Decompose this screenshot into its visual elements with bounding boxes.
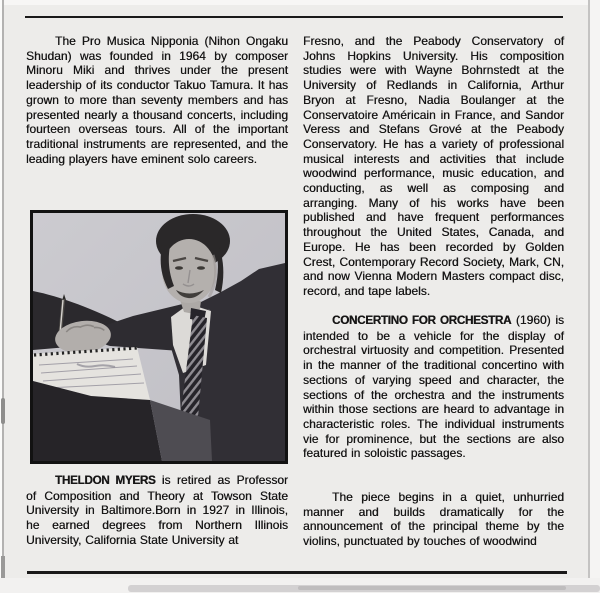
pro-musica-paragraph: The Pro Musica Nipponia (Nihon Ongaku Shudan) was founded in 1964 by composer Minoru Miki and thrives under the present leadership of its conductor Takuo Tamura. It has grown to more than seventy members and has presented nearly a thousand concerts, including fourteen overseas tours. All of the important traditional instruments are represented, and the leading players have eminent solo careers.	[26, 34, 288, 166]
bottom-rule	[27, 571, 567, 574]
top-rule	[25, 16, 563, 18]
piece-opening-paragraph: The piece begins in a quiet, unhurried manner and builds dramatically for the announcement of the principal theme by the violins, punctuated by touches of woodwind	[303, 490, 564, 549]
theldon-myers-photo-illustration	[33, 213, 285, 461]
scan-edge-top	[0, 0, 600, 5]
scan-edge-left-line	[2, 0, 4, 593]
concertino-paragraph: CONCERTINO FOR ORCHESTRA (1960) is intended to be a vehicle for the display of orchestral virtuosity and competition. Presented in the manner of the traditional concertino with sections of varying speed and character, the sections of the orchestra and the instruments within those sections are heard to advantage in characteristic roles. The individual instruments vie for prominence, but the sections are also featured in soloistic passages.	[303, 313, 564, 461]
theldon-myers-photo	[30, 210, 288, 464]
scan-edge-shadow-band	[298, 586, 566, 590]
myers-bio-paragraph: THELDON MYERS is retired as Professor of Composition and Theory at Towson State University in Baltimore.Born in 1927 in Illinois, he earned degrees from Northern Illinois University, California State University at	[26, 473, 289, 547]
scan-edge-right	[590, 0, 600, 593]
composer-bio-continued-paragraph: Fresno, and the Peabody Conservatory of Johns Hopkins University. His composition studies were with Wayne Bohrnstedt at the University of Redlands in California, Arthur Bryon at Fresno, Nadia Boulanger at the Conservatoire Américain in France, and Sandor Veress and Stefans Grové at the Peabody Conservatory. He has a variety of professional musical interests and activities that include woodwind performance, music education, and conducting, as well as composing and arranging. Many of his works have been published and have frequent performances throughout the United States, Canada, and Europe. He has been recorded by Golden Crest, Contemporary Record Society, Mark, CN, and now Vienna Modern Masters compact disc, record, and tape labels.	[303, 34, 564, 298]
scan-edge-smudge	[1, 398, 5, 424]
